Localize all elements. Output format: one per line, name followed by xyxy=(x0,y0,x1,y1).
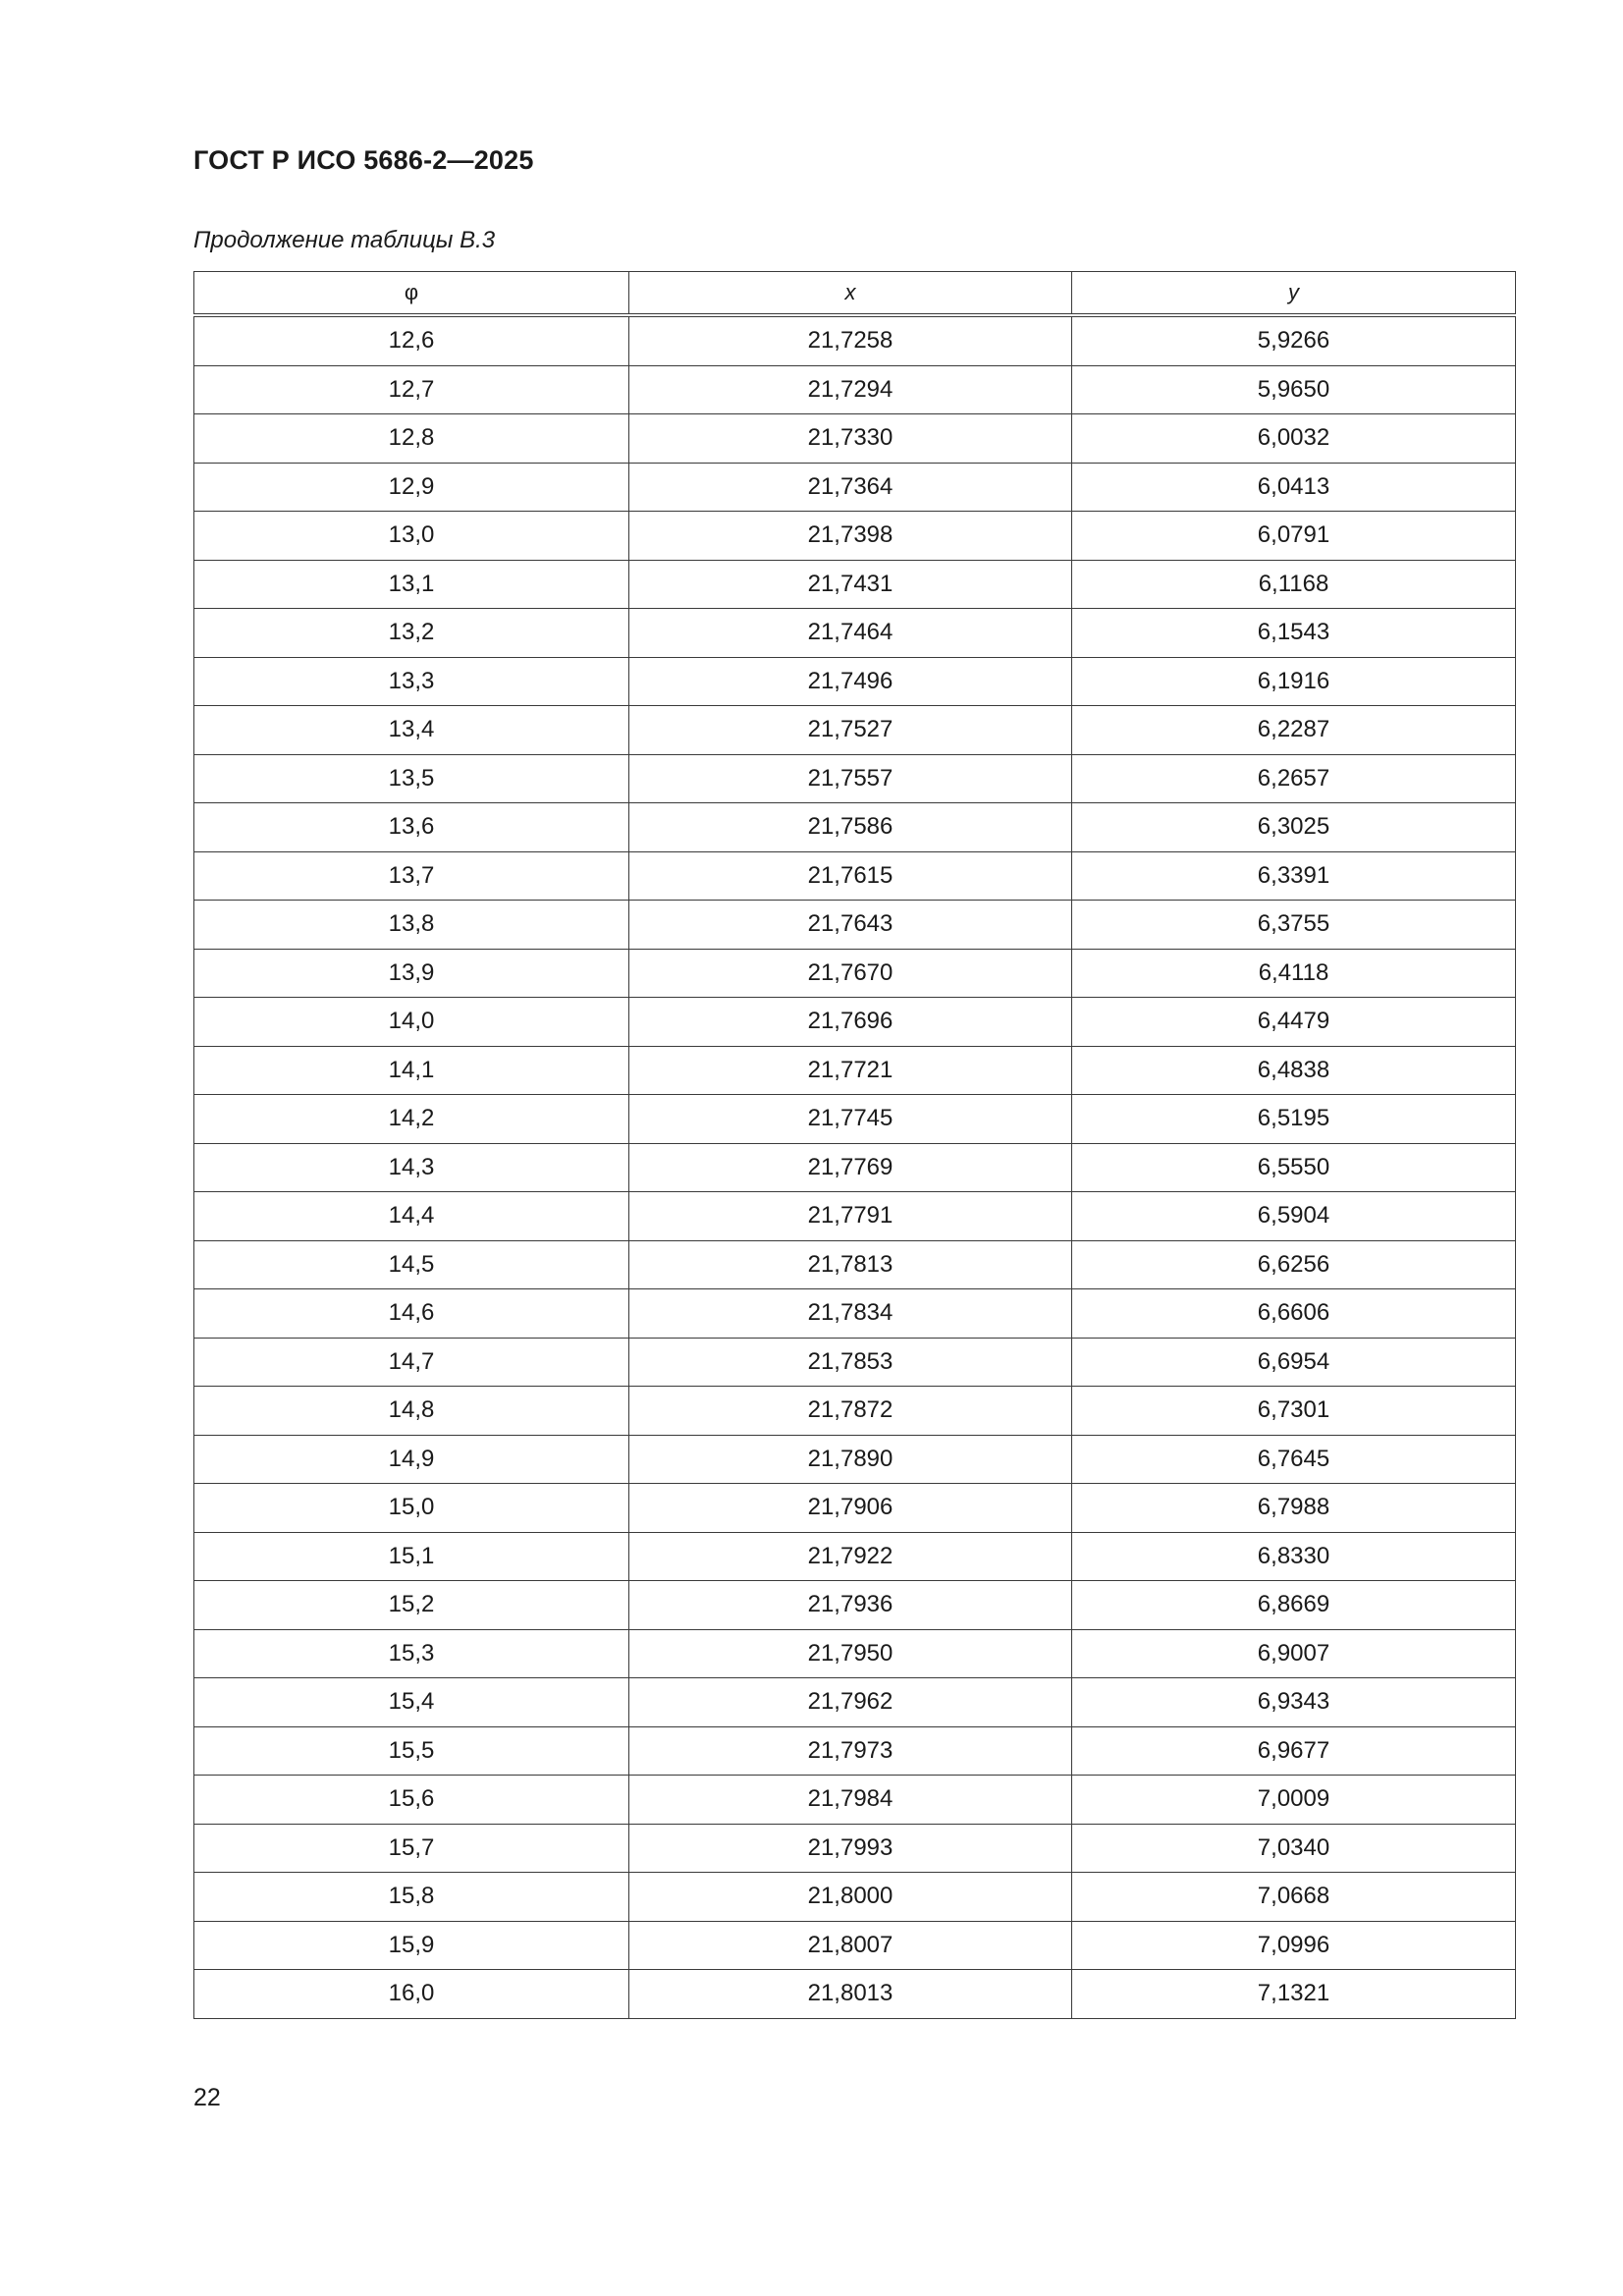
cell-phi: 14,3 xyxy=(194,1143,629,1192)
cell-y: 6,2657 xyxy=(1072,754,1516,803)
cell-x: 21,7834 xyxy=(629,1289,1072,1339)
table-row xyxy=(194,706,1516,755)
cell-y: 6,0032 xyxy=(1072,414,1516,464)
table-row xyxy=(194,1629,1516,1678)
cell-x: 21,7721 xyxy=(629,1046,1072,1095)
cell-phi: 12,7 xyxy=(194,365,629,414)
cell-x: 21,7364 xyxy=(629,463,1072,512)
table-row xyxy=(194,949,1516,998)
table-row xyxy=(194,1532,1516,1581)
table-row xyxy=(194,1921,1516,1970)
table-row xyxy=(194,901,1516,950)
table-row xyxy=(194,1289,1516,1339)
cell-phi: 13,6 xyxy=(194,803,629,852)
table-row xyxy=(194,1240,1516,1289)
cell-phi: 13,4 xyxy=(194,706,629,755)
cell-phi: 13,5 xyxy=(194,754,629,803)
cell-y: 6,7301 xyxy=(1072,1387,1516,1436)
cell-x: 21,7922 xyxy=(629,1532,1072,1581)
cell-phi: 14,4 xyxy=(194,1192,629,1241)
document-header: ГОСТ Р ИСО 5686-2—2025 xyxy=(193,145,534,175)
cell-x: 21,8013 xyxy=(629,1970,1072,2019)
cell-y: 6,3391 xyxy=(1072,851,1516,901)
cell-phi: 14,5 xyxy=(194,1240,629,1289)
cell-phi: 13,3 xyxy=(194,657,629,706)
cell-phi: 15,6 xyxy=(194,1776,629,1825)
table-row xyxy=(194,1581,1516,1630)
cell-phi: 13,8 xyxy=(194,901,629,950)
cell-x: 21,7696 xyxy=(629,998,1072,1047)
table-row xyxy=(194,1046,1516,1095)
cell-y: 7,0009 xyxy=(1072,1776,1516,1825)
cell-phi: 12,9 xyxy=(194,463,629,512)
cell-x: 21,7872 xyxy=(629,1387,1072,1436)
table-row xyxy=(194,1824,1516,1873)
cell-y: 6,9677 xyxy=(1072,1726,1516,1776)
data-table xyxy=(193,271,1516,2019)
cell-x: 21,7813 xyxy=(629,1240,1072,1289)
cell-phi: 15,4 xyxy=(194,1678,629,1727)
cell-phi: 14,6 xyxy=(194,1289,629,1339)
cell-phi: 13,0 xyxy=(194,512,629,561)
cell-y: 6,4838 xyxy=(1072,1046,1516,1095)
cell-x: 21,7890 xyxy=(629,1435,1072,1484)
cell-y: 5,9266 xyxy=(1072,315,1516,365)
cell-x: 21,7330 xyxy=(629,414,1072,464)
cell-phi: 15,5 xyxy=(194,1726,629,1776)
cell-x: 21,7464 xyxy=(629,609,1072,658)
cell-x: 21,7936 xyxy=(629,1581,1072,1630)
table-row xyxy=(194,1776,1516,1825)
cell-phi: 15,3 xyxy=(194,1629,629,1678)
cell-phi: 14,1 xyxy=(194,1046,629,1095)
cell-phi: 14,7 xyxy=(194,1338,629,1387)
table-row xyxy=(194,1970,1516,2019)
table-row xyxy=(194,1726,1516,1776)
table-row xyxy=(194,463,1516,512)
cell-y: 6,4479 xyxy=(1072,998,1516,1047)
table-row xyxy=(194,1484,1516,1533)
cell-x: 21,7973 xyxy=(629,1726,1072,1776)
column-header-y: y xyxy=(1072,272,1516,316)
cell-phi: 14,9 xyxy=(194,1435,629,1484)
cell-x: 21,7745 xyxy=(629,1095,1072,1144)
cell-y: 5,9650 xyxy=(1072,365,1516,414)
cell-y: 6,5904 xyxy=(1072,1192,1516,1241)
table-row xyxy=(194,315,1516,365)
cell-phi: 14,0 xyxy=(194,998,629,1047)
table-row xyxy=(194,1095,1516,1144)
cell-phi: 14,2 xyxy=(194,1095,629,1144)
cell-y: 7,0340 xyxy=(1072,1824,1516,1873)
cell-x: 21,7586 xyxy=(629,803,1072,852)
cell-phi: 15,0 xyxy=(194,1484,629,1533)
table-row xyxy=(194,754,1516,803)
table-row xyxy=(194,1338,1516,1387)
cell-phi: 15,2 xyxy=(194,1581,629,1630)
table-row xyxy=(194,560,1516,609)
cell-phi: 12,6 xyxy=(194,315,629,365)
cell-y: 7,0668 xyxy=(1072,1873,1516,1922)
cell-y: 7,0996 xyxy=(1072,1921,1516,1970)
cell-y: 6,3025 xyxy=(1072,803,1516,852)
table-row xyxy=(194,657,1516,706)
column-header-phi: φ xyxy=(194,272,629,316)
cell-x: 21,7993 xyxy=(629,1824,1072,1873)
cell-x: 21,7791 xyxy=(629,1192,1072,1241)
table-row xyxy=(194,1143,1516,1192)
cell-y: 6,5550 xyxy=(1072,1143,1516,1192)
cell-y: 6,8330 xyxy=(1072,1532,1516,1581)
cell-y: 6,0413 xyxy=(1072,463,1516,512)
cell-phi: 15,8 xyxy=(194,1873,629,1922)
cell-x: 21,7431 xyxy=(629,560,1072,609)
cell-y: 6,0791 xyxy=(1072,512,1516,561)
table-row xyxy=(194,803,1516,852)
cell-phi: 16,0 xyxy=(194,1970,629,2019)
table-row xyxy=(194,1192,1516,1241)
cell-x: 21,7984 xyxy=(629,1776,1072,1825)
cell-y: 6,1168 xyxy=(1072,560,1516,609)
cell-y: 6,8669 xyxy=(1072,1581,1516,1630)
table-row xyxy=(194,414,1516,464)
cell-y: 7,1321 xyxy=(1072,1970,1516,2019)
cell-x: 21,7906 xyxy=(629,1484,1072,1533)
table-row xyxy=(194,1873,1516,1922)
table-caption: Продолжение таблицы В.3 xyxy=(193,227,496,253)
cell-x: 21,7398 xyxy=(629,512,1072,561)
cell-phi: 12,8 xyxy=(194,414,629,464)
table-row xyxy=(194,851,1516,901)
cell-phi: 14,8 xyxy=(194,1387,629,1436)
table-row xyxy=(194,365,1516,414)
cell-y: 6,6256 xyxy=(1072,1240,1516,1289)
cell-y: 6,5195 xyxy=(1072,1095,1516,1144)
cell-x: 21,7615 xyxy=(629,851,1072,901)
cell-phi: 13,9 xyxy=(194,949,629,998)
table-row xyxy=(194,1435,1516,1484)
cell-phi: 15,9 xyxy=(194,1921,629,1970)
cell-y: 6,2287 xyxy=(1072,706,1516,755)
table-row xyxy=(194,1387,1516,1436)
cell-y: 6,1916 xyxy=(1072,657,1516,706)
table-header-row xyxy=(194,272,1516,316)
cell-y: 6,9007 xyxy=(1072,1629,1516,1678)
page-number: 22 xyxy=(193,2084,221,2111)
table-body xyxy=(194,315,1516,2018)
cell-x: 21,7950 xyxy=(629,1629,1072,1678)
cell-y: 6,7988 xyxy=(1072,1484,1516,1533)
cell-phi: 15,7 xyxy=(194,1824,629,1873)
cell-x: 21,7962 xyxy=(629,1678,1072,1727)
cell-x: 21,7294 xyxy=(629,365,1072,414)
cell-x: 21,7496 xyxy=(629,657,1072,706)
cell-phi: 13,2 xyxy=(194,609,629,658)
column-header-x: x xyxy=(629,272,1072,316)
cell-x: 21,7769 xyxy=(629,1143,1072,1192)
cell-y: 6,9343 xyxy=(1072,1678,1516,1727)
table-row xyxy=(194,998,1516,1047)
cell-x: 21,7643 xyxy=(629,901,1072,950)
cell-x: 21,7557 xyxy=(629,754,1072,803)
cell-y: 6,4118 xyxy=(1072,949,1516,998)
cell-x: 21,7258 xyxy=(629,315,1072,365)
table-row xyxy=(194,1678,1516,1727)
cell-y: 6,1543 xyxy=(1072,609,1516,658)
cell-phi: 15,1 xyxy=(194,1532,629,1581)
cell-y: 6,6954 xyxy=(1072,1338,1516,1387)
cell-x: 21,7853 xyxy=(629,1338,1072,1387)
table-row xyxy=(194,609,1516,658)
table-row xyxy=(194,512,1516,561)
cell-x: 21,7670 xyxy=(629,949,1072,998)
cell-phi: 13,7 xyxy=(194,851,629,901)
cell-y: 6,7645 xyxy=(1072,1435,1516,1484)
cell-y: 6,6606 xyxy=(1072,1289,1516,1339)
cell-x: 21,8007 xyxy=(629,1921,1072,1970)
cell-x: 21,7527 xyxy=(629,706,1072,755)
cell-phi: 13,1 xyxy=(194,560,629,609)
cell-x: 21,8000 xyxy=(629,1873,1072,1922)
cell-y: 6,3755 xyxy=(1072,901,1516,950)
